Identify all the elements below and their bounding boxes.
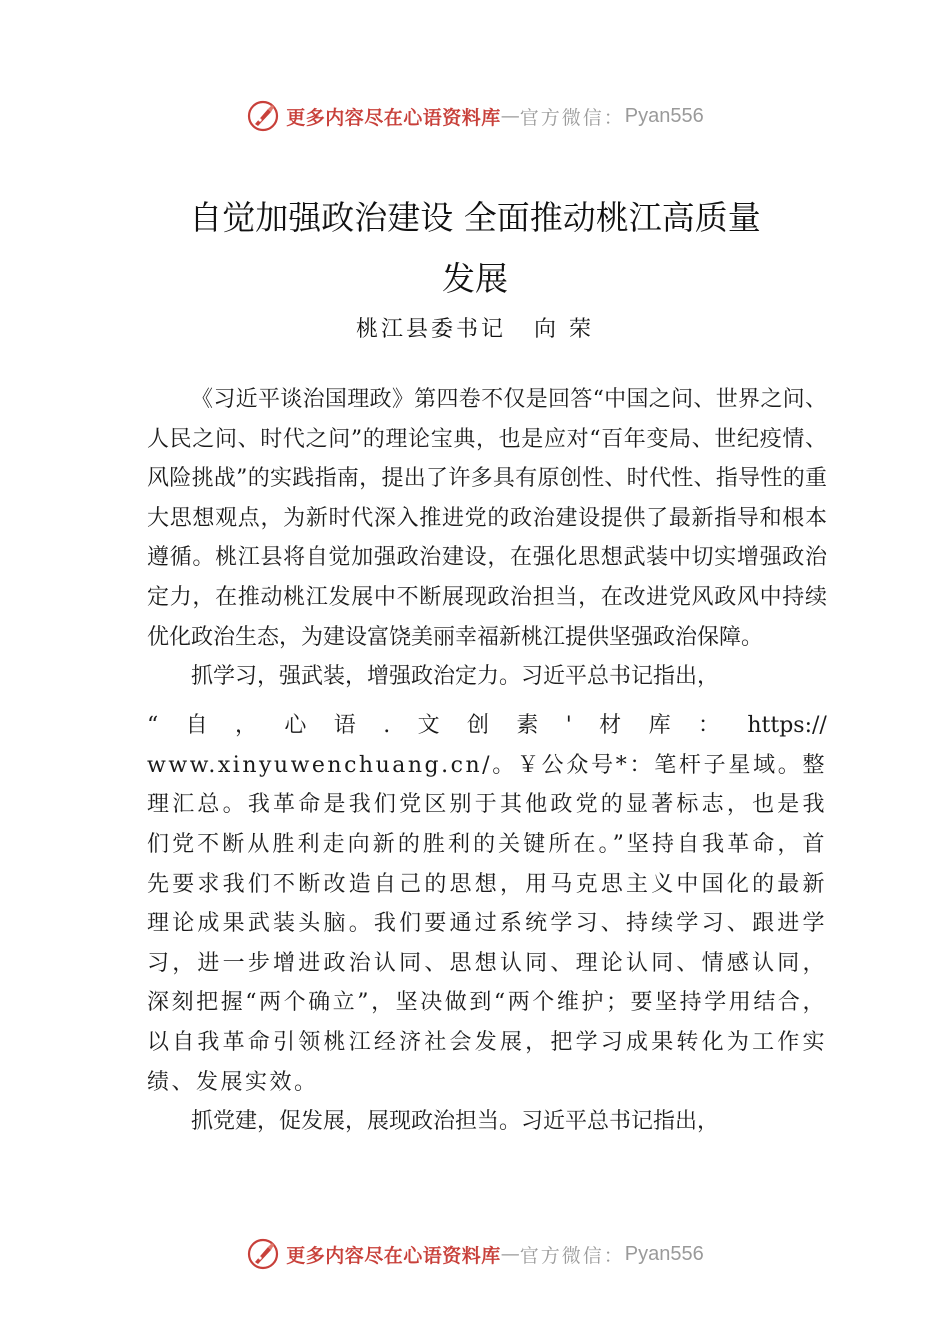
header-watermark — [0, 94, 950, 138]
spread-token: 自 — [185, 713, 208, 739]
author-role: 桃江县委书记 — [355, 317, 506, 342]
spread-token: . — [383, 713, 391, 739]
spread-token: 材 — [599, 713, 622, 739]
document-title-line-2: 发展 — [442, 259, 508, 298]
pen-nib-logo-icon — [246, 1237, 280, 1271]
watermark-wechat-id: Pyan556 — [624, 1242, 704, 1265]
watermark-brand-text: 更多内容尽在心语资料库 — [286, 106, 501, 129]
author-name: 向 荣 — [534, 317, 594, 342]
footer-watermark — [0, 1232, 950, 1276]
body-paragraph-3: 抓党建，促发展，展现政治担当。习近平总书记指出， — [191, 1109, 720, 1135]
document-body — [147, 380, 827, 1142]
watermark-separator: — — [500, 1243, 520, 1265]
pen-nib-logo-icon — [246, 99, 280, 133]
body-paragraph-2-start: 抓学习，强武装，增强政治定力。习近平总书记指出， — [191, 664, 720, 690]
spread-token: 素 — [516, 713, 539, 739]
watermark-separator: — — [500, 105, 520, 127]
spread-token: 语 — [333, 713, 356, 739]
spread-token: ， — [235, 713, 258, 739]
document-title-line-1: 自觉加强政治建设 全面推动桃江高质量 — [189, 198, 761, 237]
spread-token: 库 — [648, 713, 671, 739]
spread-token: “ — [147, 713, 159, 739]
body-paragraph-1: 《习近平谈治国理政》第四卷不仅是回答“中国之问、世界之问、人民之问、时代之问”的理论宝典，也是应对“百年变局、世纪疫情、风险挑战”的实践指南，提出了许多具有原创性、时代性、指导性的重大思想观点，为新时代深入推进党的政治建设提供了最新指导和根本遵循。桃江县将自觉加强政治建设，在强化思想武装中切实增强政治定力，在推动桃江发展中不断展现政治担当，在改进党风政风中持续优化政治生态，为建设富饶美丽幸福新桃江提供坚强政治保障。 — [147, 387, 827, 650]
spread-token: 文 — [417, 713, 440, 739]
spread-token: 创 — [466, 713, 489, 739]
spread-token: 心 — [284, 713, 307, 739]
body-spread-line — [147, 697, 827, 746]
watermark-wechat-id: Pyan556 — [624, 104, 704, 127]
spread-token: ： — [697, 713, 720, 739]
body-paragraph-2-continuation: www.xinyuwenchuang.cn/。￥公众号*：笔杆子星域。整理汇总。我革命是我们党区别于其他政党的显著标志，也是我们党不断从胜利走向新的胜利的关键所在。”坚持自我革命，首先要求我们不断改造自己的思想，用马克思主义中国化的最新理论成果武装头脑。我们要通过系统学习、持续学习、跟进学习，进一步增进政治认同、思想认同、理论认同、情感认同，深刻把握“两个确立”，坚决做到“两个维护；要坚持学用结合，以自我革命引领桃江经济社会发展，把学习成果转化为工作实绩、发展实效。 — [147, 752, 827, 1095]
watermark-brand-text: 更多内容尽在心语资料库 — [286, 1244, 501, 1267]
spread-token: ' — [565, 713, 572, 739]
author-byline — [0, 312, 950, 343]
watermark-wechat-label: 官方微信： — [519, 1244, 625, 1267]
spread-token: https:// — [747, 713, 827, 739]
watermark-wechat-label: 官方微信： — [519, 106, 625, 129]
